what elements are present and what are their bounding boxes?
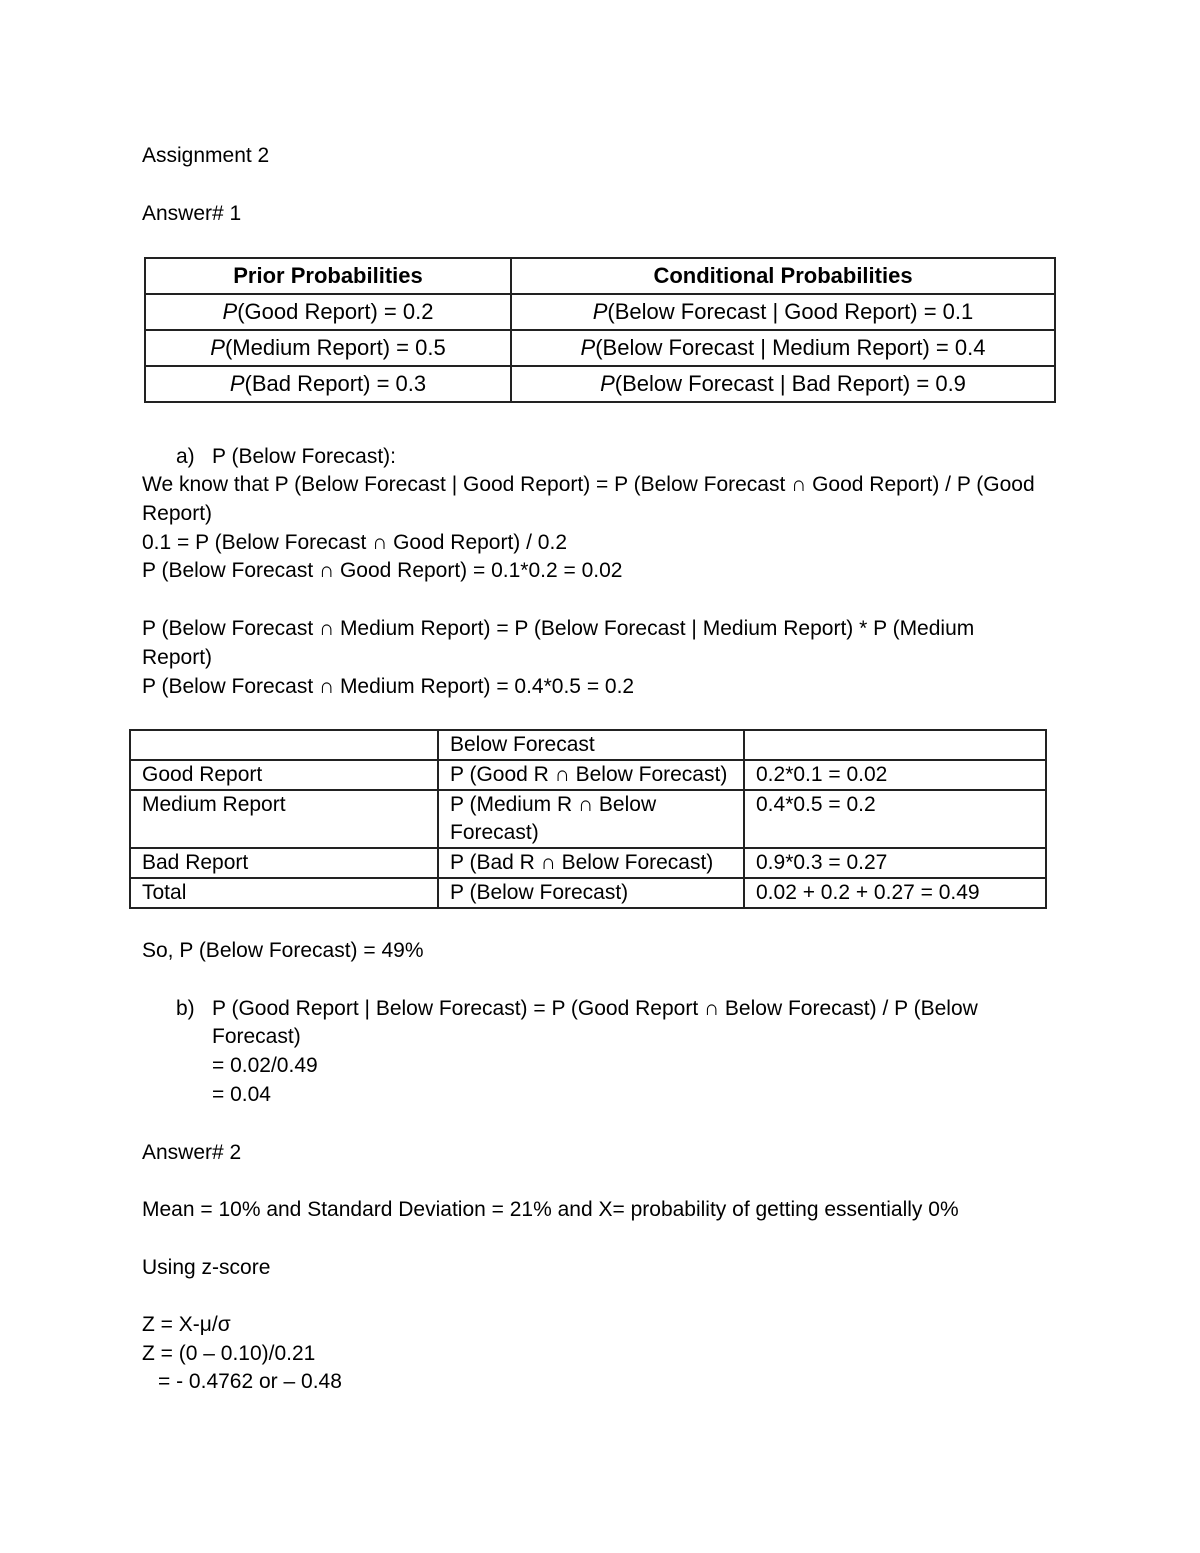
p-symbol: P	[580, 335, 596, 360]
table-cell: P (Good R ∩ Below Forecast)	[438, 760, 744, 790]
table-cell: Bad Report	[130, 848, 438, 878]
table-cell: Medium Report	[130, 790, 438, 848]
conditional-value: (Below Forecast | Medium Report) = 0.4	[595, 335, 986, 360]
part-a-heading: P (Below Forecast):	[212, 445, 397, 468]
prior-cell	[145, 366, 511, 402]
prior-value: (Medium Report) = 0.5	[224, 335, 446, 360]
table-row	[130, 878, 1046, 908]
paragraph-line: Z = (0 – 0.10)/0.21	[142, 1342, 316, 1365]
prior-value: (Bad Report) = 0.3	[244, 371, 427, 396]
table-cell	[744, 730, 1046, 760]
table-cell: 0.2*0.1 = 0.02	[744, 760, 1046, 790]
table-header-row	[145, 258, 1055, 294]
table-row	[130, 848, 1046, 878]
table-row	[145, 330, 1055, 366]
table-cell: P (Bad R ∩ Below Forecast)	[438, 848, 744, 878]
table-cell: Below Forecast	[438, 730, 744, 760]
prior-header: Prior Probabilities	[145, 258, 511, 294]
table-cell: 0.9*0.3 = 0.27	[744, 848, 1046, 878]
conditional-value: (Below Forecast | Good Report) = 0.1	[607, 299, 974, 324]
paragraph-line: = 0.04	[212, 1083, 271, 1106]
table-cell: 0.4*0.5 = 0.2	[744, 790, 1046, 848]
paragraph-line: 0.1 = P (Below Forecast ∩ Good Report) / 0.2	[142, 531, 567, 554]
table-cell: Total	[130, 878, 438, 908]
prior-cell	[145, 294, 511, 330]
paragraph-line: P (Below Forecast ∩ Good Report) = 0.1*0.2 = 0.02	[142, 559, 623, 582]
part-b-label: b)	[176, 997, 195, 1020]
table-header-row	[130, 730, 1046, 760]
p-symbol: P	[210, 335, 225, 360]
paragraph-line: = 0.02/0.49	[212, 1054, 318, 1077]
paragraph-line: We know that P (Below Forecast | Good Report) = P (Below Forecast ∩ Good Report) / P (Good	[142, 473, 1035, 496]
conditional-value: (Below Forecast | Bad Report) = 0.9	[614, 371, 966, 396]
conditional-cell	[511, 330, 1055, 366]
conclusion-text: So, P (Below Forecast) = 49%	[142, 939, 424, 962]
p-symbol: P	[600, 371, 615, 396]
paragraph-line: = - 0.4762 or – 0.48	[158, 1370, 342, 1393]
table-cell: P (Below Forecast)	[438, 878, 744, 908]
conditional-cell	[511, 294, 1055, 330]
table-cell: Good Report	[130, 760, 438, 790]
paragraph-line: P (Good Report | Below Forecast) = P (Good Report ∩ Below Forecast) / P (Below	[212, 997, 978, 1020]
table-row	[145, 366, 1055, 402]
answer1-heading: Answer# 1	[142, 202, 242, 225]
answer2-heading: Answer# 2	[142, 1141, 242, 1164]
paragraph-line: P (Below Forecast ∩ Medium Report) = 0.4*0.5 = 0.2	[142, 675, 635, 698]
probability-table	[144, 257, 1056, 403]
p-symbol: P	[229, 371, 245, 396]
paragraph-line: Using z-score	[142, 1256, 271, 1279]
table-row	[145, 294, 1055, 330]
document-title: Assignment 2	[142, 144, 270, 167]
prior-value: (Good Report) = 0.2	[237, 299, 434, 324]
paragraph-line: P (Below Forecast ∩ Medium Report) = P (Below Forecast | Medium Report) * P (Medium	[142, 617, 975, 640]
part-a-label: a)	[176, 445, 195, 468]
conditional-cell	[511, 366, 1055, 402]
calculation-table	[129, 729, 1047, 909]
table-cell: P (Medium R ∩ Below Forecast)	[438, 790, 744, 848]
table-row	[130, 760, 1046, 790]
prior-cell	[145, 330, 511, 366]
p-symbol: P	[592, 299, 608, 324]
conditional-header: Conditional Probabilities	[511, 258, 1055, 294]
paragraph-line: Z = X-μ/σ	[142, 1313, 231, 1336]
table-cell: 0.02 + 0.2 + 0.27 = 0.49	[744, 878, 1046, 908]
table-row	[130, 790, 1046, 848]
table-cell	[130, 730, 438, 760]
paragraph-line: Mean = 10% and Standard Deviation = 21% and X= probability of getting essentially 0%	[142, 1198, 959, 1221]
paragraph-line: Report)	[142, 646, 213, 669]
paragraph-line: Forecast)	[212, 1025, 301, 1048]
paragraph-line: Report)	[142, 502, 213, 525]
p-symbol: P	[222, 299, 238, 324]
